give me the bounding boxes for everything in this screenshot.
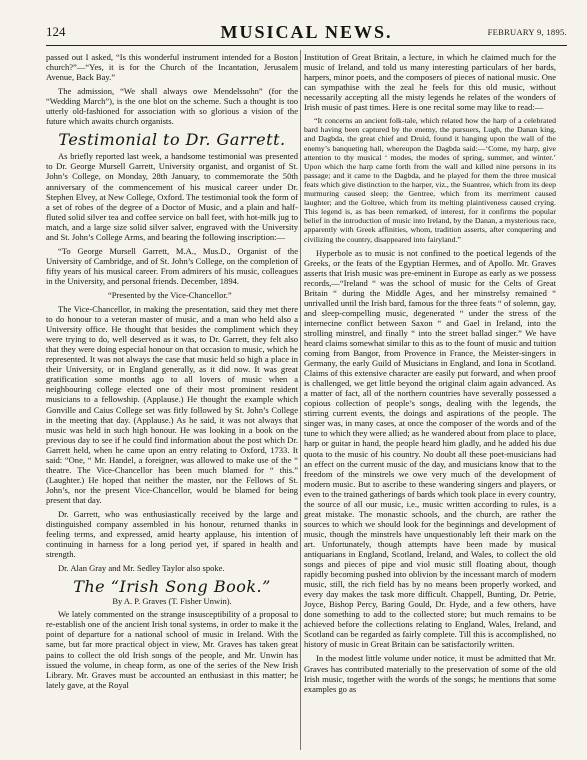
testimonial-heading: Testimonial to Dr. Garrett.	[58, 130, 286, 150]
paragraph-mendelssohn: The admission, “We shall always owe Mendelssohn” (for the “Wedding March”), is the one blot on the scheme. Such a thought is too utterly old-fashioned for association with so glorious a vision of the future which awaits church organists.	[46, 86, 298, 127]
paragraph-boston-church: passed out I asked, “Is this wonderful instrument intended for a Boston church?”—“Yes, it is for the Church of the Incantation, Jerusalem Avenue, Back Bay.”	[46, 52, 298, 83]
page-number: 124	[46, 24, 66, 39]
garrett-reply: Dr. Garrett, who was enthusiastically received by the large and distinguished company assembled in his honour, returned thanks in feeling terms, and expressed, amid hearty applause, his intention of continuing in harness for a long period yet, if spared in health and strength.	[46, 508, 298, 560]
right-column	[304, 52, 556, 752]
irish-song-book-byline: By A. P. Graves (T. Fisher Unwin).	[112, 596, 232, 607]
testimonial-intro: As briefly reported last week, a handsome testimonial was presented to Dr. George Mursell Garrett, University organist, and organist of St. John’s College, on Monday, 28th January, to commemorate the 50th anniversary of the commencement of his musical career under Dr. Stephen Elvey, at New College, Oxford. The testimonial took the form of a set of robes of the degree of a Doctor of Music, and a plain and half-fluted solid silver tea and coffee service on ball feet, with hot-milk jug to match, and a large size solid silver salver, engraved with the University and St. John’s College Arms, and bearing the following inscription:—	[46, 151, 298, 242]
testimonial-presented-by: “Presented by the Vice-Chancellor.”	[108, 289, 232, 300]
journal-title: MUSICAL NEWS.	[220, 22, 393, 42]
testimonial-inscription: “To George Mursell Garrett, M.A., Mus.D., Organist of the University of Cambridge, and of St. John’s College, on the completion of fifty years of his musical career. From admirers of his music, colleagues in the University, and personal friends. December, 1894.	[46, 245, 298, 286]
vice-chancellor-speech: The Vice-Chancellor, in making the presentation, said they met there to do honour to a veteran master of music, and a man who held also a University office. He thought that besides the compliment which they were trying to do, well deserved as it was, to Dr. Garrett, they felt also that they were doing especial honour on that occasion to music, which he represented. It was not always the case that music held so high a place in their University, or in England generally, as it did now. It was great gratification some months ago to all lovers of music when a neighbouring college elected one of their most prominent resident musicians to a fellowship. (Applause.) He thought the example which Gonville and Caius College set was fitly followed by St. John’s College in the meeting that day. (Applause.) As he said, it was not always that music was held in such high honour. He was looking in a book on the previous day to see if he could find information about the post which Dr. Garrett held, when he came upon an entry relating to Oxford, 1733. It said: “One, “ Mr. Handel, a foreigner, was allowed to make use of the “ theatre. The Vice-Chancellor has been much blamed for “ this.” (Laughter.) He hoped that neither the master, nor the Fellows of St. John’s, nor the present Vice-Chancellor, would be blamed for being present that day.	[46, 304, 298, 505]
hyperbole-paragraph: Hyperbole as to music is not confined to the poetical legends of the Greeks, or the feats of the Egyptian Hermes, and of Apollo. Mr. Graves asserts that Irish music was pre-eminent in Europe as early as we possess records,—“Ireland “ was the school of music for the Celts of Great Britain “ during the Middle Ages, and her minstrelsy remained “ unrivalled until the Irish bard, famous for the three feats “ of solemn, gay, and sleep-compelling music, degenerated “ under the stress of the internecine conflict between Saxon “ and Gael in Ireland, into the strolling minstrel, and finally “ into the street ballad singer.” We have heard claims somewhat similar to this as to the fount of music and tuition coming from Bangor, from Provence in France, the Meister-singers in Germany, the early Guild of Musicians in England, and Iona in Scotland. Claims of this extensive character are easily put forward, and when proof is challenged, we get little beyond the original claim again advanced. As a matter of fact, all of the northern countries have severally possessed a copious collection of people’s songs, dealing with the legends, the stirring current events, the doings and aspirations of the people. The singer was, in many cases, at once the composer of the words and of the tune to which they were allied; as he wandered about from place to place, harp or guitar in hand, the people heard him gladly, and he added his due quota to the music of his country. No doubt all these poet-musicians had an effect on the current music of the day, and musicians know that to the freedom of the minstrels we owe very much of the development of modern music. But to ascribe to these wandering singers and players, or even to the trained gatherings of bards which took place in every country, the source of all our music, i.e., music written according to rules, is a great mistake. The monastic schools, and the church, are rather the sources to which we should look for the beginnings and development of music, though the minstrels have unquestionably left their mark on the art. Unfortunately, though attempts have been made by musical antiquarians in England, Scotland, Ireland, and Wales, to collect the old songs and pieces of pipe and viol music still floating about, though rapidly becoming pushed into oblivion by the incessant march of modern music, still, the rich field has by no means been properly worked, and every day makes the task more difficult. Chappell, Bunting, Dr. Petrie, Joyce, Bishop Percy, Baring Gould, Dr. Hyde, and a few others, have done something to add to the collected store; but much remains to be achieved before the collections relating to England, Wales, Ireland, and Scotland can be regarded as fairly complete. Till this is accomplished, no history of music in Great Britain can be satisfactorily written.	[304, 247, 556, 650]
issue-date: FEBRUARY 9, 1895.	[487, 27, 567, 37]
column-divider	[300, 50, 301, 750]
irish-song-book-heading: The “Irish Song Book.”	[73, 577, 271, 597]
modest-volume-paragraph: In the modest little volume under notice, it must be admitted that Mr. Graves has contributed materially to the preservation of some of the old Irish music, together with the words of the songs; he mentions that some examples go as	[304, 653, 556, 694]
left-column	[46, 52, 298, 752]
header-rule	[46, 45, 567, 46]
dagbda-harp-quote: “It concerns an ancient folk-tale, which related how the harp of a celebrated bard having been captured by the enemy, the pursuers, Lugh, the Danan king, and Dagbda, the great chief and Druid, found it hanging upon the wall of the enemy’s banqueting hall, whereupon the Dagbda said:—‘Come, my harp, give attention to thy musical ‘ modes, the modes of spring, summer, and winter.’ Upon which the harp came forth from the wall and killed nine persons in its passage; and it came to the Dagbda, and he played for them the three musical feats which give distinction to the harper, viz., the Suantree, which from its deep murmuring caused sleep; the Gentree, which from its merriment caused laughter; and the Goltree, which from its melting plaintiveness caused crying. This legend is, as has been remarked, of interest, for it confirms the popular belief in the introduction of music into Ireland, by the Danan, a mysterious race, apparently with Greek affinities, whom, tradition asserts, after conquering and civilizing the country, disappeared into fairyland.”	[304, 116, 556, 244]
page-header	[46, 22, 567, 42]
other-speakers: Dr. Alan Gray and Mr. Sedley Taylor also spoke.	[58, 563, 225, 574]
graves-lecture-paragraph: Institution of Great Britain, a lecture, in which he claimed much for the music of Ireland, and told us many interesting particulars of her bards, harpers, minor poets, and the composers of pieces of national music. One can sympathise with the zeal he feels for this old music, without necessarily accepting all the misty legends he relates of the wonders of Irish music of past times. Here is one recital some may like to read:—	[304, 52, 556, 113]
irish-song-book-intro: We lately commented on the strange insusceptibility of a proposal to re-establish one of the ancient Irish tonal systems, in order to make it the point of departure for a national school of music in Ireland. With the same, but far more practical object in view, Mr. Graves has taken great pains to collect the old Irish songs of the people, and Mr. Unwin has issued the volume, in cheap form, as one of the series of the New Irish Library. Mr. Graves must be accounted an enthusiast in this matter; he lately gave, at the Royal	[46, 609, 298, 690]
